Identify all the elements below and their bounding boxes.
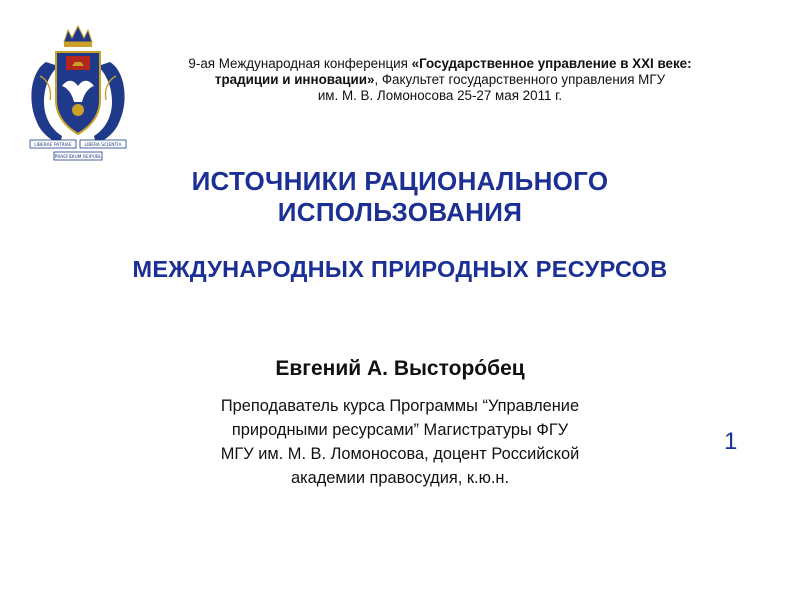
svg-text:PRAEFIDIUM REIPUBL: PRAEFIDIUM REIPUBL: [54, 155, 102, 161]
header-line-2: традиции и инновации», Факультет государственного управления МГУ: [214, 72, 666, 87]
affiliation-line-4: академии правосудия, к.ю.н.: [290, 469, 510, 487]
title-line-1: ИСТОЧНИКИ РАЦИОНАЛЬНОГО: [191, 166, 609, 196]
svg-text:LIBERA SCIENTIA: LIBERA SCIENTIA: [84, 143, 122, 149]
msu-coat-of-arms-icon: [26, 16, 130, 164]
author-affiliation: [160, 394, 640, 490]
author-name: Евгений А. Высторо́бец: [275, 357, 525, 380]
slide-title: [0, 166, 800, 228]
affiliation-line-3: МГУ им. М. В. Ломоносова, доцент Российской: [220, 445, 580, 463]
svg-text:LIBERAE PATRIAE: LIBERAE PATRIAE: [34, 143, 72, 149]
title-line-2: ИСПОЛЬЗОВАНИЯ: [277, 197, 523, 227]
affiliation-line-1: Преподаватель курса Программы “Управление: [220, 397, 580, 415]
slide-number: 1: [724, 428, 738, 455]
conference-header: [130, 56, 750, 104]
slide-subtitle: МЕЖДУНАРОДНЫХ ПРИРОДНЫХ РЕСУРСОВ: [132, 256, 668, 282]
header-line-1: 9-ая Международная конференция «Государственное управление в XXI веке:: [188, 56, 692, 71]
header-line-3: им. М. В. Ломоносова 25-27 мая 2011 г.: [317, 88, 563, 103]
affiliation-line-2: природными ресурсами” Магистратуры ФГУ: [231, 421, 569, 439]
